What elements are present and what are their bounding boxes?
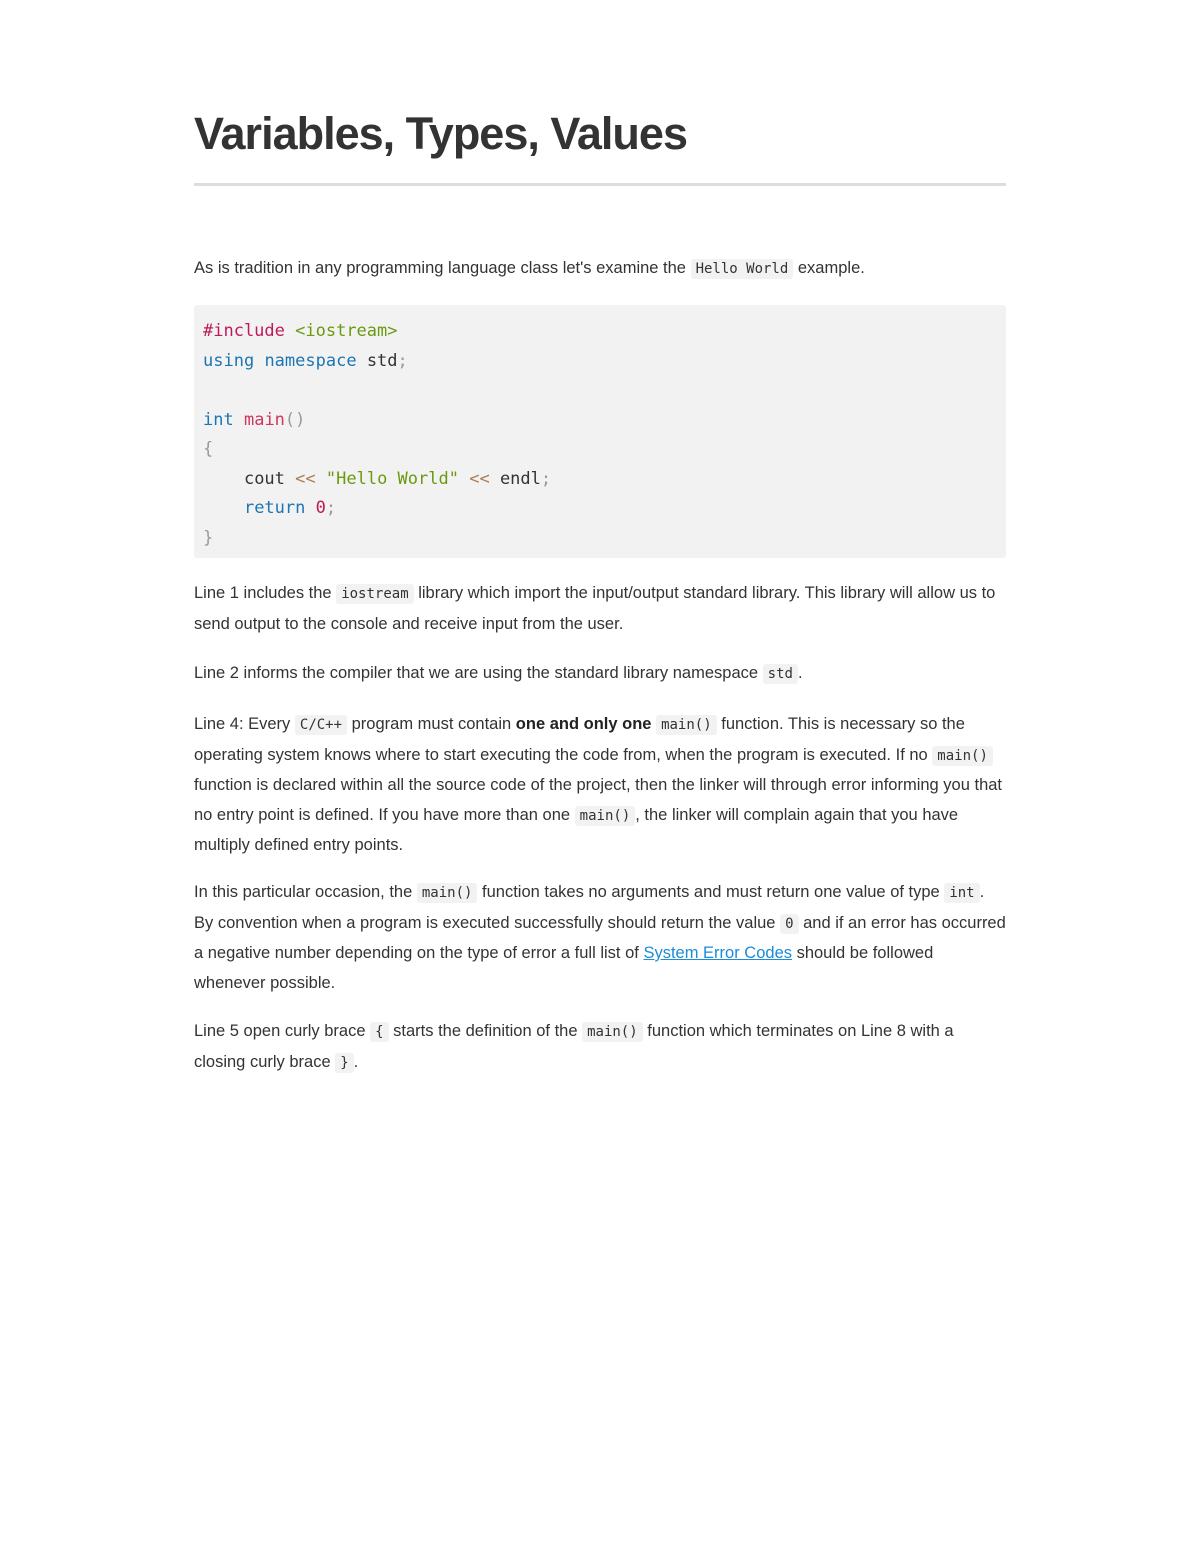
text: program must contain (347, 715, 516, 733)
inline-code-c-cpp: C/C++ (295, 715, 347, 735)
paragraph-return-value (194, 878, 1006, 998)
code-stream-operator: << (469, 468, 490, 489)
text: function takes no arguments and must return one value of type (477, 883, 945, 901)
code-keyword-namespace: namespace (264, 350, 357, 371)
intro-text-2: example. (793, 259, 865, 277)
page-title: Variables, Types, Values (194, 108, 687, 159)
code-keyword-using: using (203, 350, 255, 371)
paragraph-line-4 (194, 710, 1006, 861)
inline-code-main: main() (932, 746, 993, 766)
title-divider (194, 183, 1006, 186)
text: function which terminates on Line 8 with a closing curly brace (194, 1022, 954, 1071)
text: should be followed whenever possible. (194, 944, 934, 992)
text: . (797, 664, 803, 682)
code-close-brace: } (203, 527, 214, 548)
intro-paragraph (194, 254, 1006, 285)
text: Line 5 open curly brace (194, 1022, 371, 1040)
code-cout: cout (243, 468, 285, 489)
code-semicolon: ; (397, 350, 408, 371)
code-parens: () (284, 409, 306, 430)
bold-emphasis: one and only one (515, 715, 652, 733)
code-open-brace: { (203, 439, 214, 459)
inline-code-main: main() (575, 806, 636, 826)
inline-code-std: std (763, 664, 798, 684)
paragraph-line-5 (194, 1017, 1006, 1078)
code-block (194, 305, 1006, 558)
text: Line 4: Every (194, 715, 295, 733)
inline-code-zero: 0 (780, 914, 798, 934)
text: and if an error has occurred a negative number depending on the type of error a full list of (194, 913, 1006, 962)
code-include-header: <iostream> (295, 321, 398, 341)
intro-text-1: As is tradition in any programming language class let's examine the (194, 259, 691, 277)
code-number-zero: 0 (315, 498, 326, 518)
code-semicolon: ; (540, 468, 552, 489)
inline-code-iostream: iostream (336, 584, 413, 604)
inline-code-open-brace: { (370, 1022, 388, 1042)
inline-code-main: main() (582, 1022, 643, 1042)
text: . By convention when a program is executed successfully should return the value (194, 883, 985, 932)
code-listing (203, 317, 997, 553)
text: function. This is necessary so the operating system knows where to start executing the code from, when the program is executed. If no (194, 715, 965, 764)
code-namespace-std: std (366, 350, 398, 371)
text: , the linker will complain again that you have multiply defined entry points. (194, 805, 959, 854)
code-type-int: int (203, 409, 234, 430)
code-stream-operator: << (295, 468, 316, 489)
text: In this particular occasion, the (194, 883, 417, 901)
text: starts the definition of the (388, 1022, 583, 1040)
system-error-codes-link[interactable]: System Error Codes (643, 944, 792, 962)
inline-code-int: int (944, 883, 979, 903)
paragraph-line-2 (194, 659, 1006, 690)
code-function-main: main (243, 409, 285, 430)
code-semicolon: ; (325, 498, 337, 518)
code-string-literal: "Hello World" (325, 468, 459, 489)
code-include-directive: #include (203, 321, 285, 341)
inline-code-hello-world: Hello World (691, 259, 794, 279)
paragraph-line-1 (194, 579, 1006, 639)
code-keyword-return: return (243, 498, 306, 518)
text: library which import the input/output standard library. This library will allow us to send output to the console and receive input from the user. (194, 584, 996, 633)
text: function is declared within all the source code of the project, then the linker will through error informing you that no entry point is defined. If you have more than one (194, 776, 1003, 824)
inline-code-main: main() (656, 715, 717, 735)
text: Line 1 includes the (194, 584, 337, 602)
inline-code-close-brace: } (335, 1053, 353, 1073)
text: Line 2 informs the compiler that we are using the standard library namespace (194, 664, 763, 682)
code-endl: endl (499, 468, 541, 489)
inline-code-main: main() (417, 883, 478, 903)
text: . (353, 1052, 359, 1071)
